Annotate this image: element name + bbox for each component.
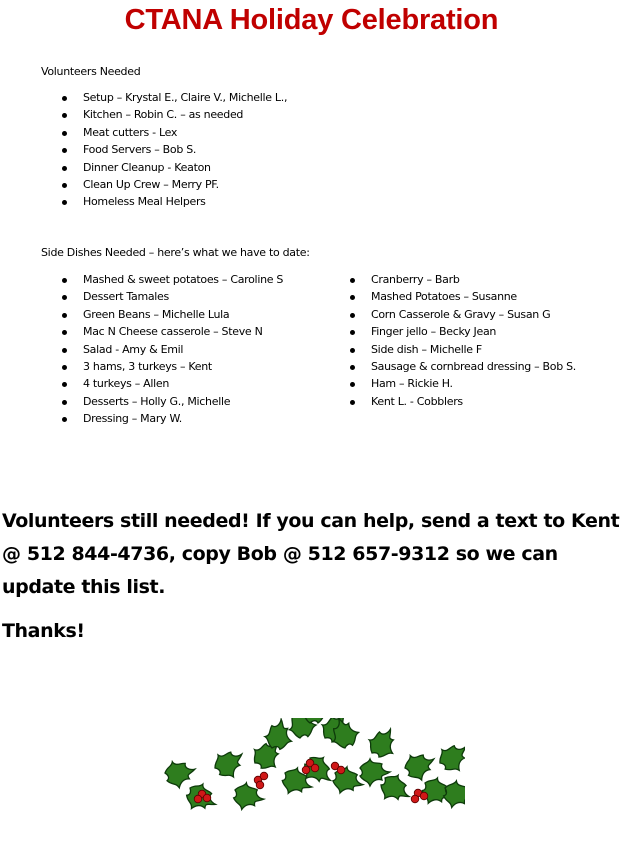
list-item: Side dish – Michelle F — [349, 341, 576, 358]
list-item: Finger jello – Becky Jean — [349, 323, 576, 340]
side-dishes-heading: Side Dishes Needed – here’s what we have to date: — [41, 246, 310, 259]
holly-berry — [411, 795, 419, 803]
list-item: Homeless Meal Helpers — [61, 193, 287, 210]
holly-berry — [302, 766, 310, 774]
list-item: Cranberry – Barb — [349, 271, 576, 288]
holly-berry — [203, 794, 211, 802]
holly-leaf — [442, 779, 465, 811]
holly-leaf — [210, 743, 250, 782]
list-item: Dressing – Mary W. — [61, 410, 283, 427]
holly-berry — [311, 764, 319, 772]
holly-berry — [194, 795, 202, 803]
list-item: Mac N Cheese casserole – Steve N — [61, 323, 283, 340]
list-item: Clean Up Crew – Merry PF. — [61, 176, 287, 193]
holly-leaf — [401, 747, 440, 784]
list-item: Kent L. - Cobblers — [349, 393, 576, 410]
holly-leaf — [434, 737, 465, 777]
holly-leaf — [364, 723, 402, 762]
list-item: Dinner Cleanup - Keaton — [61, 159, 287, 176]
call-to-action: Volunteers still needed! If you can help, send a text to Kent @ 512 844-4736, copy Bob @ 512 657-9312 so we can update this list. — [2, 510, 620, 598]
list-item: Kitchen – Robin C. – as needed — [61, 106, 287, 123]
list-item: Sausage & cornbread dressing – Bob S. — [349, 358, 576, 375]
holly-berry — [420, 792, 428, 800]
holly-garland-icon — [160, 718, 465, 833]
page-title: CTANA Holiday Celebration — [124, 4, 499, 36]
list-item: Corn Casserole & Gravy – Susan G — [349, 306, 576, 323]
list-item: 3 hams, 3 turkeys – Kent — [61, 358, 283, 375]
holly-berry — [260, 772, 268, 780]
list-item: Mashed Potatoes – Susanne — [349, 288, 576, 305]
volunteers-list — [61, 89, 287, 211]
list-item: 4 turkeys – Allen — [61, 375, 283, 392]
list-item: Desserts – Holly G., Michelle — [61, 393, 283, 410]
thanks-text: Thanks! — [2, 620, 85, 642]
list-item: Setup – Krystal E., Claire V., Michelle L., — [61, 89, 287, 106]
list-item: Salad - Amy & Emil — [61, 341, 283, 358]
side-dishes-list-left — [61, 271, 283, 428]
holly-leaf — [163, 757, 199, 791]
list-item: Dessert Tamales — [61, 288, 283, 305]
list-item: Food Servers – Bob S. — [61, 141, 287, 158]
side-dishes-list-right — [349, 271, 576, 410]
holly-berry — [256, 781, 264, 789]
list-item: Ham – Rickie H. — [349, 375, 576, 392]
list-item: Green Beans – Michelle Lula — [61, 306, 283, 323]
list-item: Meat cutters - Lex — [61, 124, 287, 141]
holly-berry — [337, 766, 345, 774]
list-item: Mashed & sweet potatoes – Caroline S — [61, 271, 283, 288]
volunteers-heading: Volunteers Needed — [41, 65, 141, 78]
